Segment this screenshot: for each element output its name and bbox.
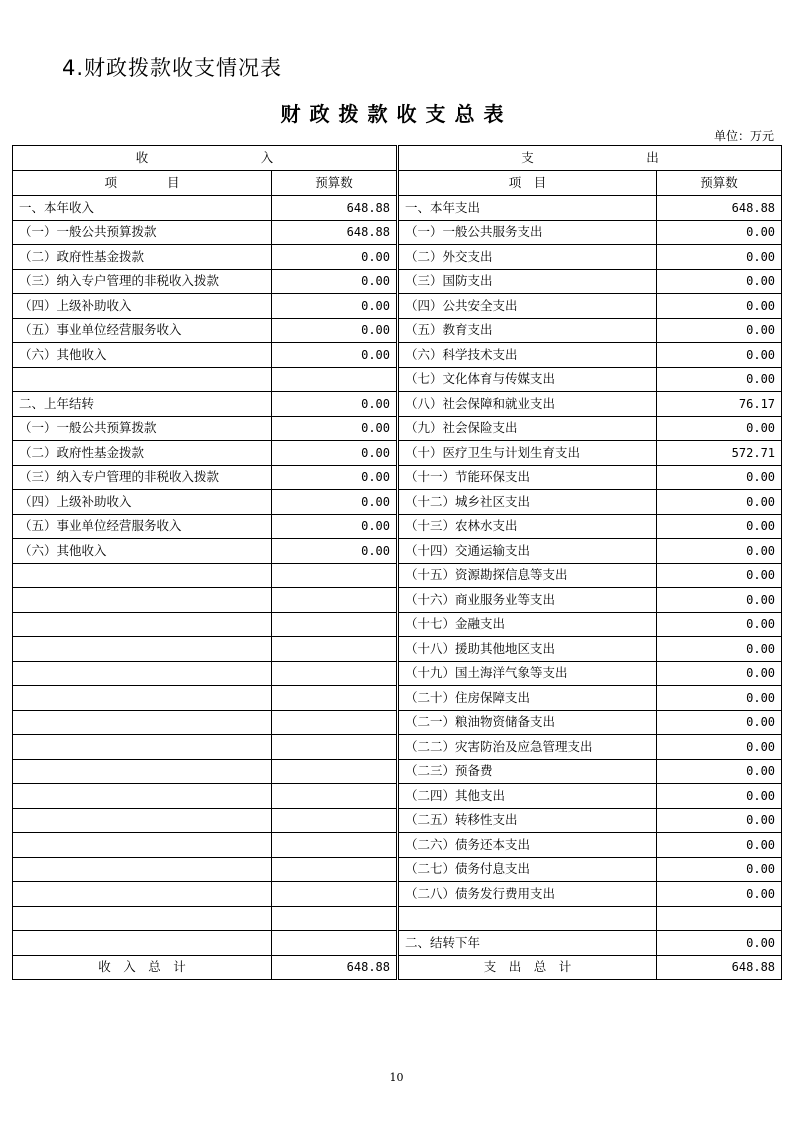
income-amount-cell [272, 612, 398, 637]
table-row [13, 539, 782, 564]
expense-amount-cell: 0.00 [657, 710, 782, 735]
expense-amount-cell: 0.00 [657, 245, 782, 270]
income-budget-header: 预算数 [272, 171, 398, 196]
expense-amount-cell: 0.00 [657, 343, 782, 368]
income-item-cell: 一、本年收入 [13, 196, 272, 221]
expense-item-cell: （四）公共安全支出 [398, 294, 657, 319]
expense-item-cell: （六）科学技术支出 [398, 343, 657, 368]
expense-item-cell: （一）一般公共服务支出 [398, 220, 657, 245]
expense-item-cell: 一、本年支出 [398, 196, 657, 221]
expense-item-cell: （九）社会保险支出 [398, 416, 657, 441]
expense-item-cell: （二）外交支出 [398, 245, 657, 270]
expense-item-cell [398, 906, 657, 931]
table-row [13, 784, 782, 809]
expense-amount-cell: 648.88 [657, 196, 782, 221]
expense-item-cell: （二八）债务发行费用支出 [398, 882, 657, 907]
expense-item-cell: （二三）预备费 [398, 759, 657, 784]
expense-item-header: 项 目 [398, 171, 657, 196]
table-row [13, 661, 782, 686]
expense-amount-cell: 0.00 [657, 269, 782, 294]
expense-item-cell: （十一）节能环保支出 [398, 465, 657, 490]
income-item-cell [13, 784, 272, 809]
table-row [13, 833, 782, 858]
table-row [13, 563, 782, 588]
income-amount-cell [272, 857, 398, 882]
income-item-cell [13, 686, 272, 711]
expense-item-cell: （八）社会保障和就业支出 [398, 392, 657, 417]
income-item-cell: （四）上级补助收入 [13, 490, 272, 515]
table-row [13, 808, 782, 833]
table-row [13, 759, 782, 784]
page-number: 10 [389, 1071, 404, 1084]
income-item-cell: （四）上级补助收入 [13, 294, 272, 319]
income-amount-cell: 0.00 [272, 416, 398, 441]
expense-amount-cell: 0.00 [657, 784, 782, 809]
table-row [13, 686, 782, 711]
income-item-cell [13, 735, 272, 760]
income-item-cell: （一）一般公共预算拨款 [13, 220, 272, 245]
income-item-cell: （三）纳入专户管理的非税收入拨款 [13, 465, 272, 490]
income-item-cell [13, 563, 272, 588]
expense-amount-cell: 0.00 [657, 490, 782, 515]
income-amount-cell: 648.88 [272, 196, 398, 221]
table-row [13, 269, 782, 294]
expense-item-cell: （七）文化体育与传媒支出 [398, 367, 657, 392]
table-row [13, 318, 782, 343]
income-item-cell: （五）事业单位经营服务收入 [13, 514, 272, 539]
table-row [13, 857, 782, 882]
income-amount-cell: 0.00 [272, 245, 398, 270]
income-item-cell: （三）纳入专户管理的非税收入拨款 [13, 269, 272, 294]
income-amount-cell [272, 588, 398, 613]
table-row [13, 514, 782, 539]
income-amount-cell: 0.00 [272, 318, 398, 343]
table-row [13, 367, 782, 392]
expense-amount-cell: 0.00 [657, 294, 782, 319]
expense-amount-cell: 0.00 [657, 416, 782, 441]
column-header-row [13, 171, 782, 196]
income-item-cell [13, 882, 272, 907]
expense-item-cell: （十八）援助其他地区支出 [398, 637, 657, 662]
income-amount-cell: 0.00 [272, 465, 398, 490]
table-row [13, 637, 782, 662]
expense-amount-cell: 76.17 [657, 392, 782, 417]
income-amount-cell [272, 563, 398, 588]
table-row [13, 392, 782, 417]
income-item-cell [13, 857, 272, 882]
expense-item-cell: 二、结转下年 [398, 931, 657, 956]
expense-item-cell: （二六）债务还本支出 [398, 833, 657, 858]
expense-amount-cell: 572.71 [657, 441, 782, 466]
income-item-cell: （一）一般公共预算拨款 [13, 416, 272, 441]
income-amount-cell [272, 661, 398, 686]
expense-amount-cell: 0.00 [657, 514, 782, 539]
table-row [13, 245, 782, 270]
income-item-cell: （六）其他收入 [13, 539, 272, 564]
expense-item-cell: （五）教育支出 [398, 318, 657, 343]
table-row [13, 294, 782, 319]
income-item-cell: （二）政府性基金拨款 [13, 441, 272, 466]
income-amount-cell [272, 931, 398, 956]
income-amount-cell [272, 637, 398, 662]
income-item-cell [13, 931, 272, 956]
income-amount-cell [272, 710, 398, 735]
income-amount-cell: 0.00 [272, 539, 398, 564]
expense-item-cell: （十七）金融支出 [398, 612, 657, 637]
expense-item-cell: （十四）交通运输支出 [398, 539, 657, 564]
income-group-header: 收 入 [13, 146, 398, 171]
budget-summary-table [12, 145, 782, 980]
group-header-row [13, 146, 782, 171]
expense-amount-cell: 0.00 [657, 661, 782, 686]
income-amount-cell [272, 367, 398, 392]
income-amount-cell [272, 833, 398, 858]
income-item-cell [13, 759, 272, 784]
expense-amount-cell: 0.00 [657, 857, 782, 882]
table-row [13, 416, 782, 441]
expense-amount-cell: 0.00 [657, 612, 782, 637]
expense-amount-cell: 0.00 [657, 735, 782, 760]
expense-amount-cell: 0.00 [657, 220, 782, 245]
income-amount-cell: 0.00 [272, 392, 398, 417]
expense-item-cell: （三）国防支出 [398, 269, 657, 294]
income-amount-cell [272, 784, 398, 809]
income-item-cell: （二）政府性基金拨款 [13, 245, 272, 270]
expense-total-amount: 648.88 [657, 955, 782, 980]
income-amount-cell [272, 808, 398, 833]
income-amount-cell: 0.00 [272, 514, 398, 539]
expense-amount-cell: 0.00 [657, 882, 782, 907]
expense-total-label: 支 出 总 计 [398, 955, 657, 980]
expense-item-cell: （十三）农林水支出 [398, 514, 657, 539]
expense-amount-cell: 0.00 [657, 686, 782, 711]
income-amount-cell [272, 686, 398, 711]
income-item-header: 项 目 [13, 171, 272, 196]
income-item-cell: 二、上年结转 [13, 392, 272, 417]
expense-amount-cell: 0.00 [657, 759, 782, 784]
expense-amount-cell: 0.00 [657, 465, 782, 490]
expense-item-cell: （二四）其他支出 [398, 784, 657, 809]
expense-item-cell: （十二）城乡社区支出 [398, 490, 657, 515]
income-amount-cell [272, 906, 398, 931]
income-amount-cell: 0.00 [272, 490, 398, 515]
income-item-cell: （五）事业单位经营服务收入 [13, 318, 272, 343]
table-row [13, 220, 782, 245]
expense-item-cell: （二一）粮油物资储备支出 [398, 710, 657, 735]
expense-amount-cell: 0.00 [657, 367, 782, 392]
income-amount-cell [272, 882, 398, 907]
income-total-label: 收 入 总 计 [13, 955, 272, 980]
expense-amount-cell: 0.00 [657, 637, 782, 662]
table-row [13, 906, 782, 931]
expense-item-cell: （二五）转移性支出 [398, 808, 657, 833]
table-row [13, 735, 782, 760]
totals-row [13, 955, 782, 980]
expense-group-header: 支 出 [398, 146, 782, 171]
table-row [13, 490, 782, 515]
income-item-cell [13, 808, 272, 833]
table-row [13, 931, 782, 956]
income-item-cell [13, 710, 272, 735]
table-title: 财政拨款收支总表 [280, 102, 513, 126]
expense-item-cell: （十六）商业服务业等支出 [398, 588, 657, 613]
income-item-cell [13, 661, 272, 686]
table-row [13, 196, 782, 221]
income-amount-cell: 648.88 [272, 220, 398, 245]
expense-amount-cell: 0.00 [657, 931, 782, 956]
expense-item-cell: （二七）债务付息支出 [398, 857, 657, 882]
table-row [13, 612, 782, 637]
income-item-cell [13, 367, 272, 392]
income-amount-cell: 0.00 [272, 294, 398, 319]
table-row [13, 441, 782, 466]
expense-amount-cell: 0.00 [657, 563, 782, 588]
income-amount-cell: 0.00 [272, 343, 398, 368]
expense-item-cell: （二二）灾害防治及应急管理支出 [398, 735, 657, 760]
expense-item-cell: （二十）住房保障支出 [398, 686, 657, 711]
expense-amount-cell [657, 906, 782, 931]
income-amount-cell [272, 759, 398, 784]
table-row [13, 465, 782, 490]
income-item-cell [13, 637, 272, 662]
expense-amount-cell: 0.00 [657, 318, 782, 343]
expense-amount-cell: 0.00 [657, 588, 782, 613]
section-heading: 4.财政拨款收支情况表 [62, 56, 283, 80]
expense-amount-cell: 0.00 [657, 539, 782, 564]
expense-item-cell: （十五）资源勘探信息等支出 [398, 563, 657, 588]
income-item-cell: （六）其他收入 [13, 343, 272, 368]
table-row [13, 588, 782, 613]
expense-budget-header: 预算数 [657, 171, 782, 196]
table-row [13, 343, 782, 368]
income-item-cell [13, 588, 272, 613]
income-total-amount: 648.88 [272, 955, 398, 980]
income-item-cell [13, 833, 272, 858]
expense-item-cell: （十）医疗卫生与计划生育支出 [398, 441, 657, 466]
expense-item-cell: （十九）国土海洋气象等支出 [398, 661, 657, 686]
expense-amount-cell: 0.00 [657, 833, 782, 858]
income-item-cell [13, 612, 272, 637]
expense-amount-cell: 0.00 [657, 808, 782, 833]
income-amount-cell [272, 735, 398, 760]
table-row [13, 882, 782, 907]
income-amount-cell: 0.00 [272, 441, 398, 466]
unit-note: 单位：万元 [713, 129, 774, 143]
income-amount-cell: 0.00 [272, 269, 398, 294]
income-item-cell [13, 906, 272, 931]
table-row [13, 710, 782, 735]
